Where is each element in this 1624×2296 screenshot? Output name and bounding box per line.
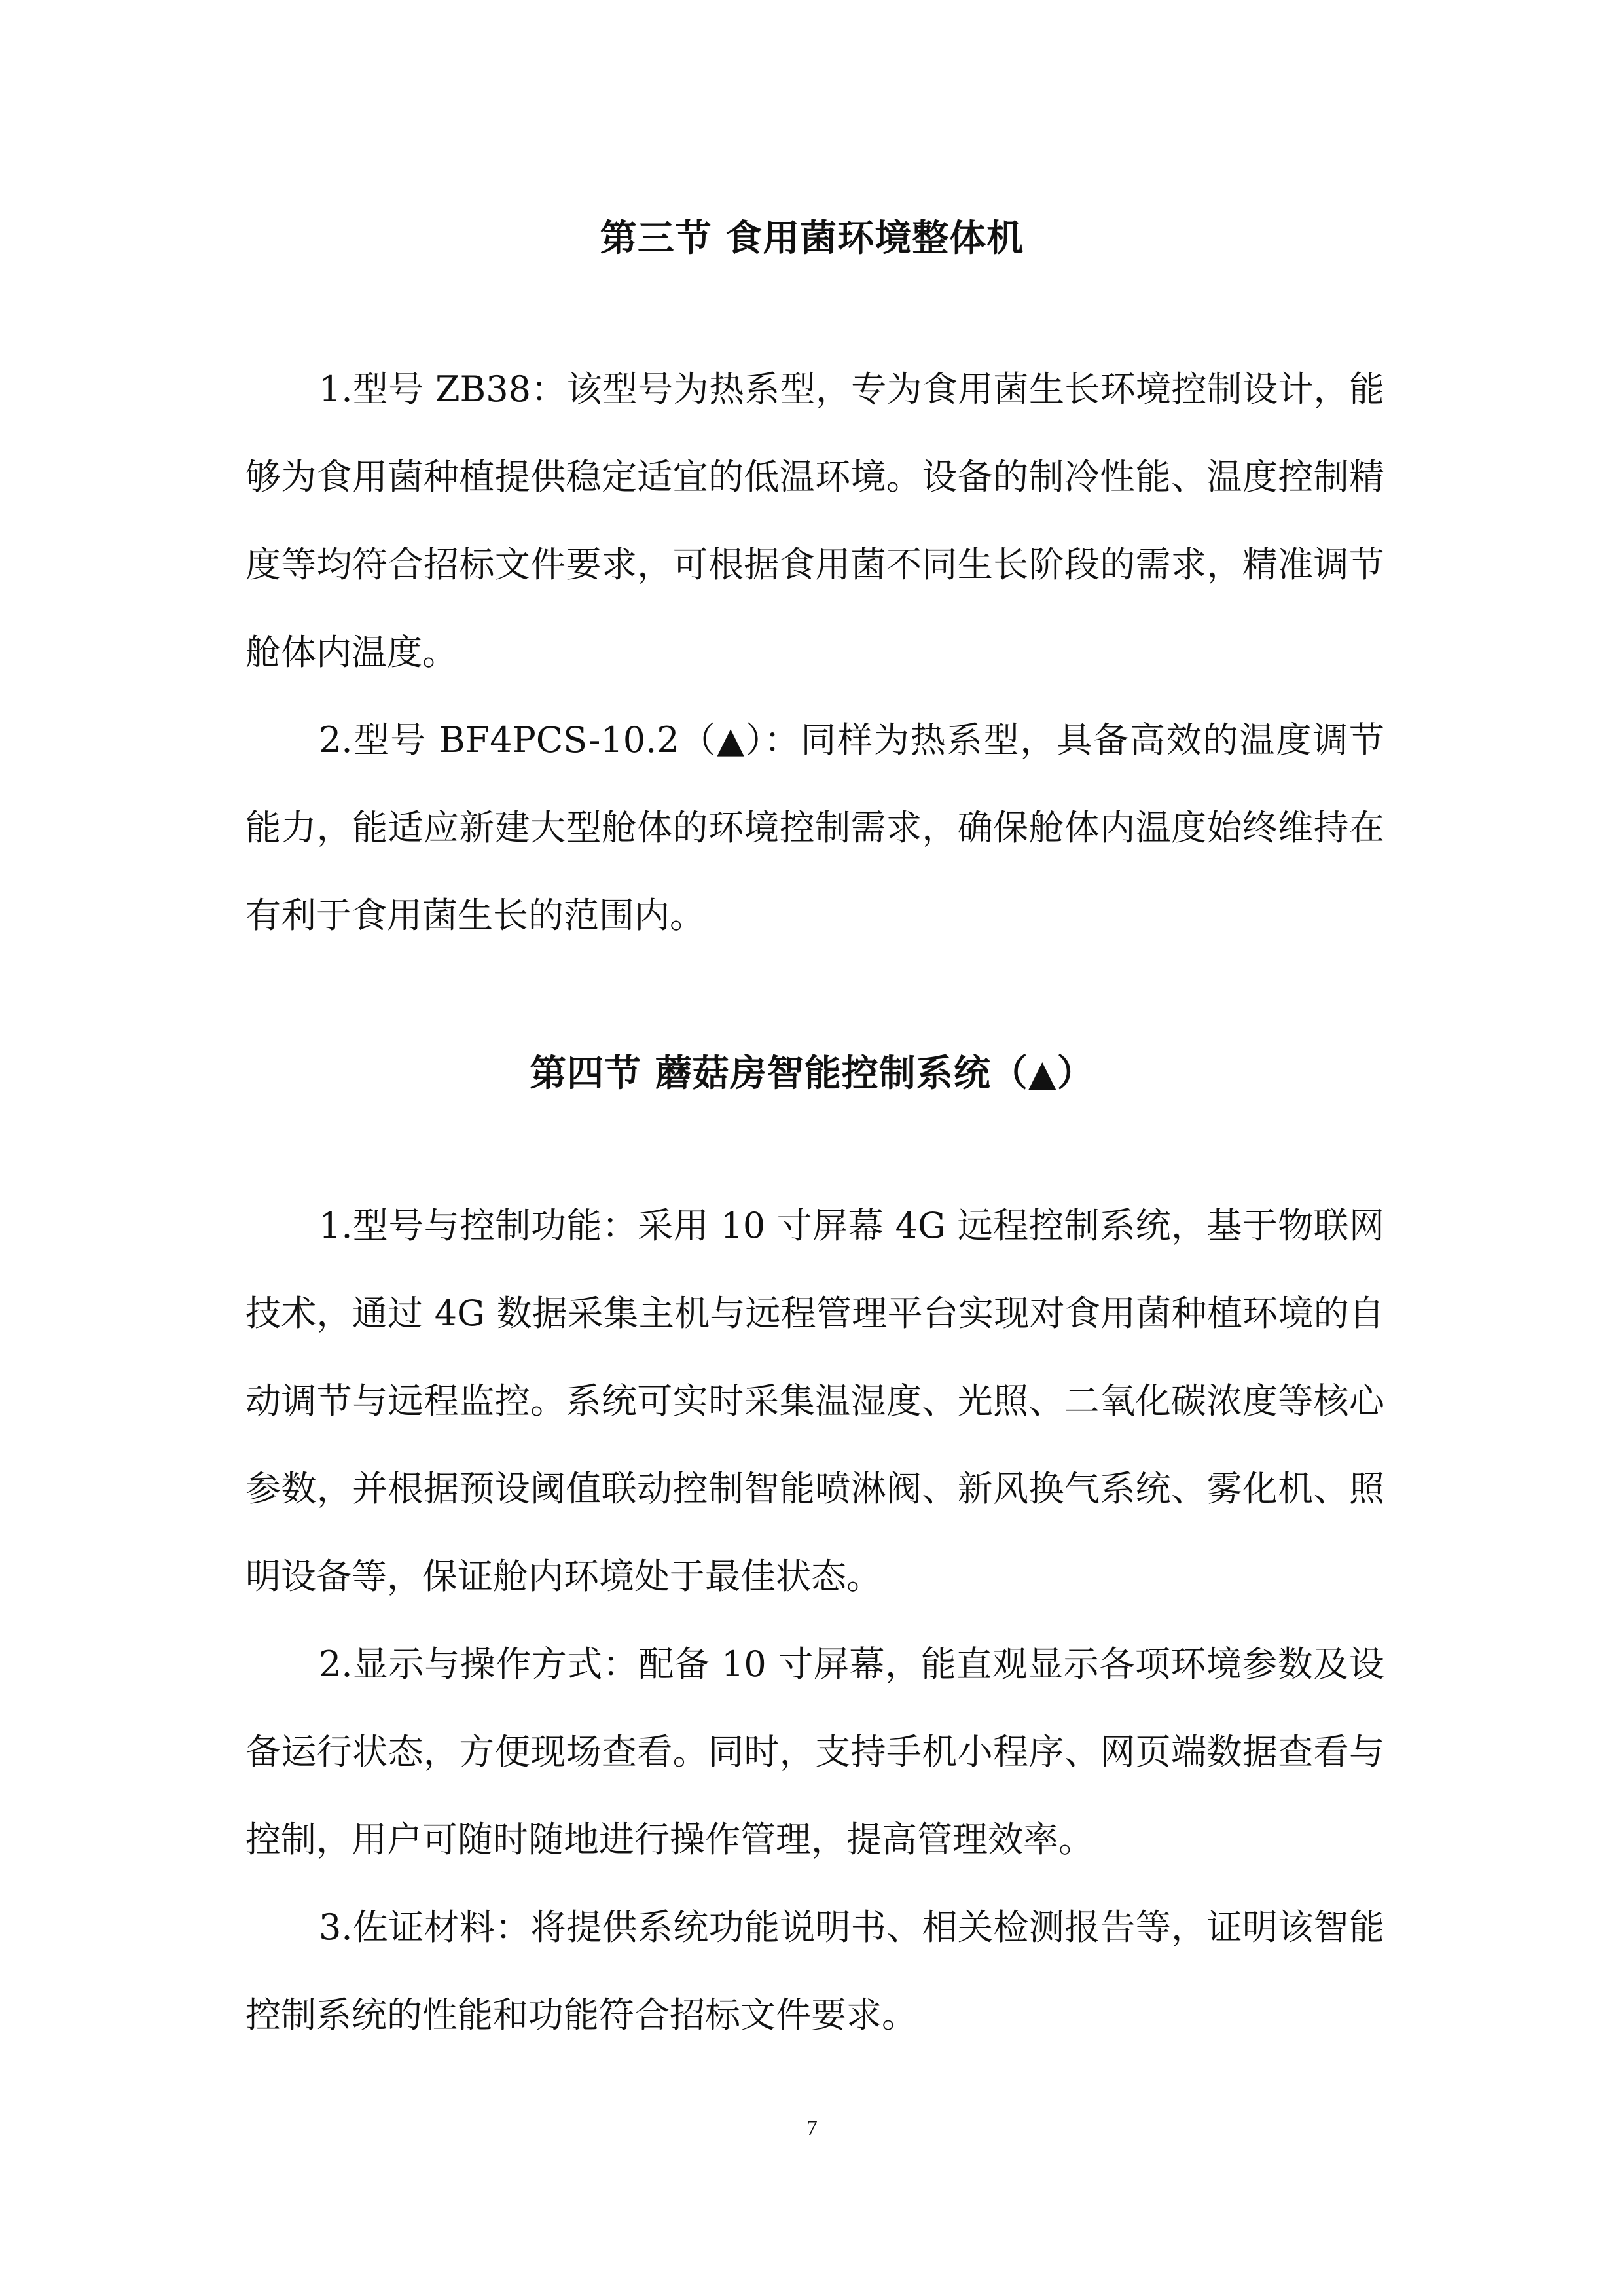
paragraph-display-operation: 2.显示与操作方式：配备 10 寸屏幕，能直观显示各项环境参数及设备运行状态，方便现场查看。同时，支持手机小程序、网页端数据查看与控制，用户可随时随地进行操作管理，提高管理效率。 bbox=[245, 1643, 1384, 1860]
paragraph-model-zb38: 1.型号 ZB38：该型号为热系型，专为食用菌生长环境控制设计，能够为食用菌种植提供稳定适宜的低温环境。设备的制冷性能、温度控制精度等均符合招标文件要求，可根据食用菌不同生长阶段的需求，精准调节舱体内温度。 bbox=[245, 368, 1384, 673]
paragraph-control-function: 1.型号与控制功能：采用 10 寸屏幕 4G 远程控制系统，基于物联网技术，通过 4G 数据采集主机与远程管理平台实现对食用菌种植环境的自动调节与远程监控。系统可实时采集温湿度、光照、二氧化碳浓度等核心参数，并根据预设阈值联动控制智能喷淋阀、新风换气系统、雾化机、照明设备等，保证舱内环境处于最佳状态。 bbox=[245, 1205, 1384, 1597]
section-title-4: 第四节 蘑菇房智能控制系统（▲） bbox=[530, 1052, 1094, 1095]
paragraph-supporting-materials: 3.佐证材料：将提供系统功能说明书、相关检测报告等，证明该智能控制系统的性能和功能符合招标文件要求。 bbox=[245, 1907, 1384, 2036]
section-title-3: 第三节 食用菌环境整体机 bbox=[600, 217, 1024, 260]
paragraph-model-bf4pcs: 2.型号 BF4PCS-10.2（▲）：同样为热系型，具备高效的温度调节能力，能适应新建大型舱体的环境控制需求，确保舱体内温度始终维持在有利于食用菌生长的范围内。 bbox=[245, 719, 1384, 936]
page-number: 7 bbox=[806, 2116, 818, 2140]
